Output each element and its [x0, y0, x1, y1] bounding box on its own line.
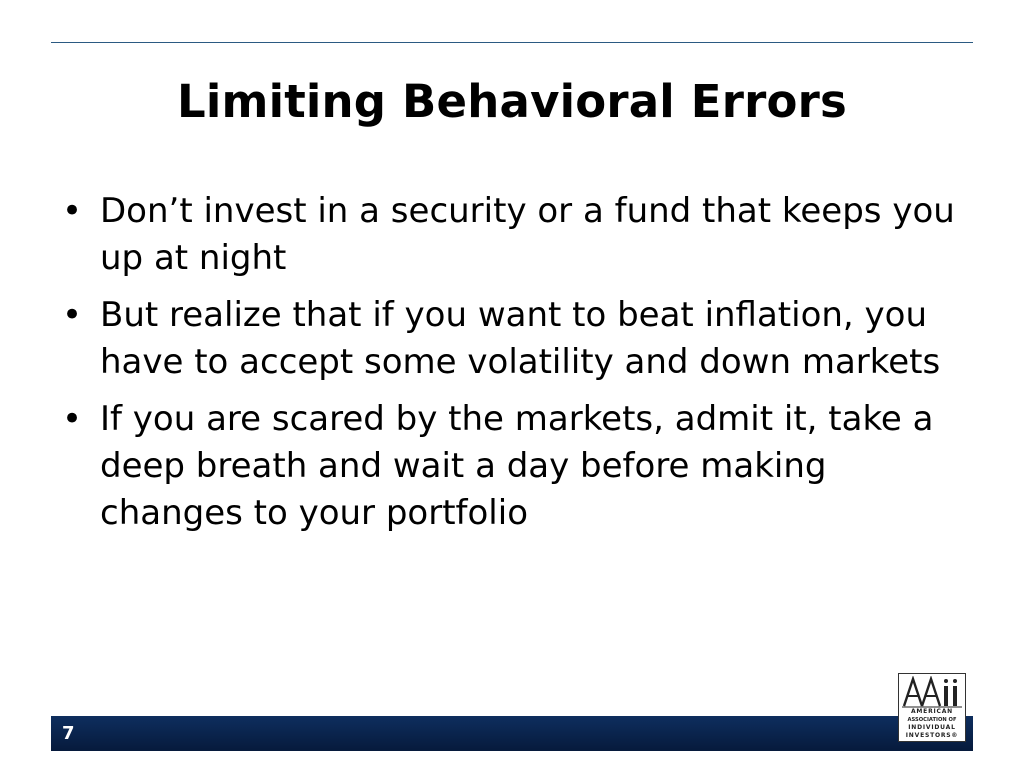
slide-title: Limiting Behavioral Errors [176, 75, 848, 128]
bullet-text: But realize that if you want to beat inflation, you have to accept some volatility and down markets [100, 295, 941, 382]
bullet-text: Don’t invest in a security or a fund that keeps you up at night [100, 191, 955, 278]
aaii-logo-icon [902, 676, 962, 708]
bullet-icon: • [62, 191, 83, 231]
top-divider [51, 42, 973, 43]
logo-text-individual: INDIVIDUAL [908, 724, 956, 731]
bullet-item [62, 396, 962, 537]
bullet-list [62, 188, 962, 547]
footer-bar [51, 716, 973, 751]
logo-text-association: ASSOCIATION OF [907, 717, 957, 723]
bullet-icon: • [62, 399, 83, 439]
bullet-icon: • [62, 295, 83, 335]
slide-number: 7 [62, 723, 75, 744]
logo-text-investors: INVESTORS® [905, 732, 959, 739]
bullet-item [62, 188, 962, 282]
logo-text-american: AMERICAN [910, 708, 954, 715]
bullet-text: If you are scared by the markets, admit it, take a deep breath and wait a day before making changes to your portfolio [100, 399, 934, 533]
bullet-item [62, 292, 962, 386]
aaii-logo [898, 673, 966, 742]
